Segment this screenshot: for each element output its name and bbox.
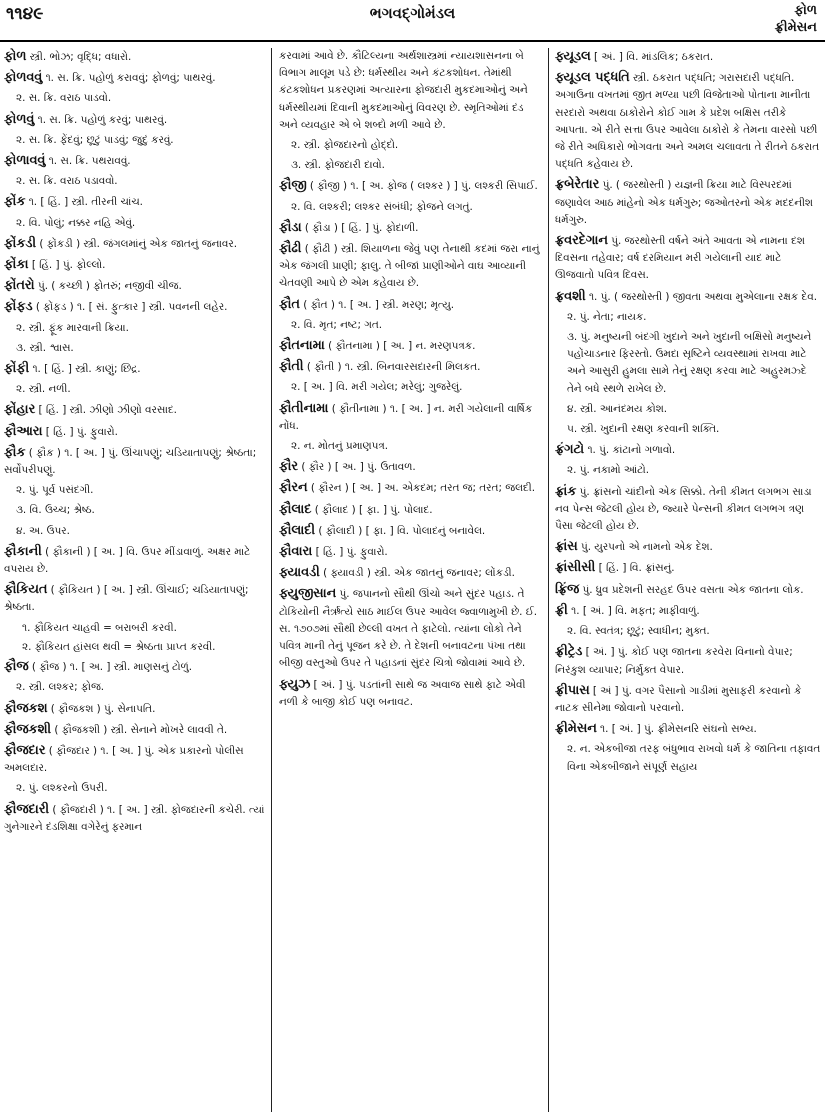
dictionary-entry xyxy=(279,585,543,672)
entry-sense: ૩. સ્ત્રી. શ્વાસ. xyxy=(16,341,74,354)
column-1 xyxy=(4,48,266,1112)
dictionary-entry xyxy=(279,296,543,314)
definition: પું. ફ્રાંસનો ચાંદીનો એક સિક્કો. તેની કીમત લગભગ સાડા નવ પેન્સ જેટલી હોય છે, જ્યારે પેન્સની કીમત લગભગ ત્રણ પૈસા જેટલી હોય છે. xyxy=(555,485,812,533)
definition: ( ફૌતનામા ) [ અ. ] ન. મરણપત્રક. xyxy=(328,340,476,353)
entry-sense: ૧. ફૌકિયત ચાહવી = બરાબરી કરવી. xyxy=(22,621,177,634)
dictionary-entry xyxy=(555,176,821,229)
entry-sense: ૨. પું. પૂર્વ પસંદગી. xyxy=(16,484,94,497)
entry-sense: ૨. ન. એકબીજા તરફ બંધુભાવ રાખવો ધર્મ કે જાતિના તફાવત વિના એકબીજાને સંપૂર્ણ સહાય xyxy=(567,743,821,773)
book-title: ભગવદ્ગોમંડલ xyxy=(369,4,456,22)
definition: [ હિં. ] પું. ફુવારો. xyxy=(45,425,118,438)
headword: ફૌજ xyxy=(4,659,29,675)
dictionary-entry xyxy=(4,298,266,316)
page-number: ૧૧૪૯ xyxy=(6,4,44,24)
headword: ફૌતીનામા xyxy=(279,400,329,416)
definition: ( ફૌઢી ) સ્ત્રી. શિયાળના જેવું પણ તેનાથી કદમાં જરા નાનું એક જંગલી પ્રાણી; ફાલુ. તે બીજાં પ્રાણીઓને વાઘ આવ્યાની ચેતવણી આપે છે એમ કહેવાય છે. xyxy=(279,243,540,290)
dictionary-entry xyxy=(279,358,543,376)
definition: સ્ત્રી. ઠકરાત પદ્ધતિ; ગરાસદારી પદ્ધતિ. અગાઉના વખતમાં જીત મળ્યા પછી વિજેતાઓ પોતાના માનીતા સરદારો અથવા ઠાકોરોને કોઈ ગામ કે પ્રદેશ બક્ષિસ તરીકે આપતા. એ રીતે સત્તા ઉપર આવેલા ઠાકોરો કે તેમના વારસો પછી જે રીતે અધિકારો ભોગવતા અને અમલ ચલાવતા તે રીતને ઠકરાત પદ્ધતિ કહેવાય છે. xyxy=(555,72,820,171)
definition: ( ફૌજી ) ૧. [ અ. ફોજ ( લશ્કર ) ] પું. લશ્કરી સિપાઈ. xyxy=(309,180,538,193)
definition: ૧. [ અં. ] પું. ફ્રીમેસનરિ સંઘનો સભ્ય. xyxy=(600,723,757,736)
dictionary-entry xyxy=(279,177,543,195)
headword: ફોંક xyxy=(4,194,26,210)
definition: ( ફૌર ) [ અ. ] પું. ઉતાવળ. xyxy=(301,461,416,474)
headword: ફૌજી xyxy=(279,178,307,194)
continued-text: કરવામાં આવે છે. કૌટિલ્યના અર્થશાસ્ત્રમાં ન્યાયશાસનના બે વિભાગ માલૂમ પડે છે: ધર્મસ્થીય અને કંટકશોધન. તેમાંથી કંટકશોધન પ્રકરણમાં અત્યારના ફોજદારી મુકદમાઓનું અને ધર્મસ્થીયમાં દિવાની મુકદમાઓનું વિવરણ છે. સ્મૃતિઓમાં દંડ અને વ્યવહાર એ બે શબ્દો મળી આવે છે. xyxy=(279,50,528,131)
definition: ( ફ્યાવડી ) સ્ત્રી. એક જાતનું જનાવર; લોંકડી. xyxy=(323,567,515,580)
headword: ફ્રાંસ xyxy=(555,539,578,555)
definition: ( ફૌજદાર ) ૧. [ અ. ] પું. એક પ્રકારનો પોલીસ અમલદાર. xyxy=(4,744,244,775)
definition: [ હિં. ] પું. ફુવારો. xyxy=(315,546,388,559)
dictionary-entry xyxy=(555,538,821,556)
definition: પું. ધ્રુવ પ્રદેશની સરહદ ઉપર વસતા એક જાતના લોક. xyxy=(582,583,804,596)
dictionary-entry xyxy=(4,69,266,87)
headword: ફ્રબેરેતાર xyxy=(555,177,600,193)
definition: ( ફૌડા ) [ હિં. ] પું. ફોદાળી. xyxy=(304,221,419,234)
dictionary-entry xyxy=(279,522,543,540)
headword: ફૌરન xyxy=(279,480,308,496)
headword: ફૌકિયત xyxy=(4,582,48,598)
headword: ફૌજદારી xyxy=(4,801,50,817)
definition: ( ફૌરન ) [ અ. ] અ. એકદમ; તરત જ; તરત; જલદી. xyxy=(310,482,536,495)
headword: ફ્યૂડલ xyxy=(555,49,591,64)
definition: પું. યુરપનો એ નામનો એક દેશ. xyxy=(580,541,713,554)
entry-sense: ૪. સ્ત્રી. આનંદમય કોશ. xyxy=(567,402,668,415)
headword: ફૌલાદ xyxy=(279,501,312,517)
dictionary-entry xyxy=(4,423,266,441)
entry-sense: ૪. અ. ઉપર. xyxy=(16,524,70,537)
definition: ( ફૌજદારી ) ૧. [ અ. ] સ્ત્રી. ફોજદારની કચેરી. ત્યાં ગુનેગારને દંડશિક્ષા વગેરેનું ફરમાન xyxy=(4,803,265,833)
column-divider xyxy=(271,48,272,1112)
dictionary-entry xyxy=(555,483,821,536)
headword: ફૌજકશ xyxy=(4,700,48,716)
entry-sense: ૨. પું. લશ્કરનો ઉપરી. xyxy=(16,782,108,795)
entry-sense: ૨. સ્ત્રી. લશ્કર; ફોજ. xyxy=(16,681,105,694)
definition: ૧. [ હિં. ] સ્ત્રી. કાણું; છિદ્ર. xyxy=(32,363,141,376)
entry-sense: ૨. પું. નેતા; નાયક. xyxy=(567,310,647,323)
definition: પું. જપાનનો સૌથી ઊંચો અને સુંદર પહાડ. તે ટોકિયોની નૈર્ઋત્યે સાઠ માઈલ ઉપર આવેલ જ્વાળામુખી છે. ઈ. સ. ૧૭૦૭માં સૌથી છેલ્લી વખત તે ફાટેલો. ત્યાંના લોકો તેને પવિત્ર માની તેનું પૂજન કરે છે. તે દેશની બનાવટના પંખા તથા બીજી વસ્તુઓ ઉપર તે પહાડનાં સુંદર ચિત્રો જોવામાં આવે છે. xyxy=(279,588,538,670)
dictionary-entry xyxy=(4,256,266,274)
dictionary-entry xyxy=(4,700,266,718)
dictionary-entry xyxy=(4,444,266,479)
dictionary-entry xyxy=(4,401,266,419)
headword: ફોંકડી xyxy=(4,235,37,251)
column-3 xyxy=(555,48,821,1112)
headword: ફૌત xyxy=(279,296,300,312)
dictionary-entry xyxy=(279,676,543,711)
entry-sense: ૨. વિ. લશ્કરી; લશ્કર સંબંધી; ફોજને લગતું. xyxy=(291,200,473,213)
headword: ફોંહાર xyxy=(4,402,36,418)
definition: પું. જરથોસ્તી વર્ષને અંતે આવતા એ નામના દશ દિવસના તહેવાર; વર્ષ દરમિયાન મરી ગયેલાની યાદ માટે ઊજવાતો પવિત્ર દિવસ. xyxy=(555,235,805,282)
entry-sense: ૨. [ અ. ] વિ. મરી ગયેલ; મરેલું; ગુજરેલું. xyxy=(291,381,463,394)
definition: ( ફૌક઼ ) ૧. [ અ. ] પું. ઊંચાપણું; ચડિયાતાપણું; શ્રેષ્ઠતા; સર્વોપરીપણું. xyxy=(4,446,257,477)
definition: ( ફૌલાદી ) [ ફા. ] વિ. પોલાદનું બનાવેલ. xyxy=(318,524,486,537)
definition: ૧. સ. ક્રિ. પહોળું કરાવવું; ફોળવું; પાથરવું. xyxy=(45,72,216,85)
dictionary-entry xyxy=(4,658,266,676)
guide-word-last: ફ્રીમેસન xyxy=(774,20,817,35)
definition: સ્ત્રી. ભોઝ; વૃદ્ધિ; વધારો. xyxy=(29,51,132,63)
dictionary-entry xyxy=(555,602,821,620)
dictionary-entry xyxy=(4,111,266,129)
headword: ફ્રવશી xyxy=(555,288,586,304)
page-header xyxy=(0,0,825,40)
definition: ( ફૌતીનામા ) ૧. [ અ. ] ન. મરી ગયેલાની વાર્ષિક નોંધ. xyxy=(279,402,533,432)
dictionary-entry xyxy=(279,240,543,293)
headword: ફ્યૂડલ પદ્ધતિ xyxy=(555,70,630,86)
entry-sense: ૨. સ. ક્રિ. ફેંદવું; છૂટું પાડવું; જુદું કરવું. xyxy=(16,133,174,146)
column-2 xyxy=(279,48,543,1112)
definition: ૧. સ. ક્રિ. પહોળું કરવું; પાથરવું. xyxy=(37,113,168,126)
headword: ફૌજદાર xyxy=(4,742,46,758)
entry-sense: ૨. સ. ક્રિ. વરાઠ પડાવવો. xyxy=(16,175,118,188)
entry-sense: ૩. સ્ત્રી. ફોજદારી દાવો. xyxy=(291,159,385,172)
dictionary-entry xyxy=(4,235,266,253)
headword: ફોળવું xyxy=(4,111,35,127)
headword: ફ્યુઝ xyxy=(279,676,311,692)
headword: ફૌર xyxy=(279,459,299,475)
entry-sense: ૨. ફૌકિયત હાંસલ થવી = શ્રેષ્ઠતા પ્રાપ્ત કરવી. xyxy=(22,640,216,653)
definition: પું. ( કચ્છી ) ફોતરું; નજીવી ચીજ. xyxy=(37,280,182,293)
entry-sense: ૨. વિ. પોલું; નક્કર નહિ એવું. xyxy=(16,216,136,229)
dictionary-entry xyxy=(555,581,821,599)
headword: ફૌજકશી xyxy=(4,721,52,737)
entry-sense: ૩. વિ. ઉચ્ચ; શ્રેષ્ઠ. xyxy=(16,504,95,517)
definition: ( ફૌજ ) ૧. [ અ. ] સ્ત્રી. માણસનું ટોળું. xyxy=(31,661,193,674)
dictionary-entry xyxy=(279,337,543,355)
dictionary-entry xyxy=(4,742,266,777)
headword: ફોળ xyxy=(4,49,27,64)
dictionary-entry xyxy=(555,288,821,306)
headword: ફોળાવવું xyxy=(4,153,46,169)
dictionary-entry xyxy=(4,193,266,211)
headword: ફૌઆરા xyxy=(4,423,43,439)
headword: ફ્રીમેસન xyxy=(555,721,597,737)
entry-sense: ૨. ન. મોતનું પ્રમાણપત્ર. xyxy=(291,440,389,453)
headword: ફ્રવરદેગાન xyxy=(555,233,608,249)
definition: ૧. પું. ( જરથોસ્તી ) જીવતા અથવા મુએલાના રક્ષક દેવ. xyxy=(588,290,818,303)
guide-word-first: ફોળ xyxy=(794,3,817,18)
headword: ફૌતી xyxy=(279,359,304,375)
dictionary-entry xyxy=(555,69,821,173)
entry-sense: ૨. વિ. સ્વતંત્ર; છૂટું; સ્વાધીન; મુક્ત. xyxy=(567,625,710,638)
definition: ૧. [ અં. ] વિ. મફત; માફીવાળું. xyxy=(571,604,700,617)
definition: [ અં. ] પું. પડતાંની સાથે જ અવાજ સાથે ફાટે એવી નળી કે બાજી કોઈ પણ બનાવટ. xyxy=(279,678,526,708)
definition: ( ફૌકિયત ) [ અ. ] સ્ત્રી. ઊંચાઈ; ચડિયાતાપણું; શ્રેષ્ઠતા. xyxy=(4,584,249,614)
definition: ( ફોંકડી ) સ્ત્રી. જંગલમાંનું એક જાતનું જનાવર. xyxy=(39,237,238,250)
dictionary-entry xyxy=(4,360,266,378)
headword: ફ્રાંસીસી xyxy=(555,560,596,576)
definition: ( ફૌકાની ) [ અ. ] વિ. ઉપર મીંડાવાળું. અક્ષર માટે વપરાય છે. xyxy=(4,545,251,576)
dictionary-entry xyxy=(4,721,266,739)
guide-words xyxy=(775,2,817,36)
dictionary-entry xyxy=(4,277,266,295)
definition: [ હિં. ] સ્ત્રી. ઝીણો ઝીણો વરસાદ. xyxy=(38,404,177,417)
entry-sense: ૨. સ. ક્રિ. વરાઠ પાડવો. xyxy=(16,92,112,105)
headword: ફોંતરો xyxy=(4,278,35,294)
headword: ફ્રીપાસ xyxy=(555,682,590,698)
entry-sense: ૨. સ્ત્રી. નળી. xyxy=(16,383,71,396)
column-divider xyxy=(548,48,549,1112)
dictionary-entry xyxy=(279,400,543,435)
entry-sense: ૨. વિ. મૃત; નષ્ટ; ગત. xyxy=(291,318,383,331)
entry-sense: ૩. પું. મનુષ્યની બંદગી ખુદાને અને ખુદાની બક્ષિસો મનુષ્યને પહોંચાડનાર ફિરસ્તો. ઉમદા સૃષ્ટિને વ્યવસ્થામાં રાખવા માટે અને આસુરી હુમલા સામે તેનું રક્ષણ કરવા માટે અહુરમઝ્દે તેને બધે સ્થળે રાખેલ છે. xyxy=(567,331,812,395)
dictionary-entry xyxy=(555,48,821,66)
dictionary-entry xyxy=(555,232,821,285)
dictionary-entry xyxy=(279,458,543,476)
dictionary-entry xyxy=(4,48,266,66)
definition: ( ફૌત ) ૧. [ અ. ] સ્ત્રી. મરણ; મૃત્યુ. xyxy=(303,298,455,311)
dictionary-entry xyxy=(555,643,821,678)
dictionary-entry xyxy=(4,581,266,616)
headword: ફૌઢી xyxy=(279,241,302,257)
headword: ફૌકાની xyxy=(4,543,42,559)
entry-sense: ૫. સ્ત્રી. ખુદાની રક્ષણ કરવાની શક્તિ. xyxy=(567,423,720,436)
definition: પું. ( જરથોસ્તી ) યજ્ઞની ક્રિયા માટે વિસ્પરદમાં જણાવેલ આઠ માંહેનો એક ધર્મગુરુ; જઓતરનો એક મદદનીશ ધર્મગુરુ. xyxy=(555,179,813,226)
dictionary-entry xyxy=(279,479,543,497)
entry-sense: ૨. પું. નકામો આંટો. xyxy=(567,464,650,477)
headword: ફોંકા xyxy=(4,257,29,273)
definition: ( ફૌતી ) ૧. સ્ત્રી. બિનવારસદારની મિલકત. xyxy=(306,361,481,374)
definition: ( ફોંફડ ) ૧. [ સં. ફુત્કાર ] સ્ત્રી. પવનની લહેર. xyxy=(35,301,228,314)
definition: ( ફૌલાદ ) [ ફા. ] પું. પોલાદ. xyxy=(314,503,433,516)
definition: [ હિં. ] વિ. ફ્રાંસનું. xyxy=(598,562,675,575)
dictionary-entry xyxy=(555,720,821,738)
definition: [ હિં. ] પું. ફોલ્લો. xyxy=(31,259,106,272)
dictionary-entry xyxy=(279,564,543,582)
headword: ફ્યુજીસાન xyxy=(279,586,337,602)
dictionary-entry xyxy=(555,682,821,717)
headword: ફૌવારા xyxy=(279,544,313,560)
dictionary-entry xyxy=(555,559,821,577)
entry-sense: ૨. સ્ત્રી. ફૂંક મારવાની ક્રિયા. xyxy=(16,321,129,334)
headword: ફૌલાદી xyxy=(279,522,316,538)
headword: ફ્યાવડી xyxy=(279,565,320,581)
dictionary-entry xyxy=(4,543,266,578)
dictionary-entry xyxy=(279,501,543,519)
dictionary-entry xyxy=(555,441,821,459)
headword: ફૌડા xyxy=(279,219,302,235)
definition: [ અં ] પું. વગર પૈસાનો ગાડીમાં મુસાફરી કરવાનો કે નાટક સીનેમા જોવાનો પરવાનો. xyxy=(555,684,802,714)
entry-sense: ૨. સ્ત્રી. ફોજદારનો હોદ્દો. xyxy=(291,139,399,152)
dictionary-entry xyxy=(279,219,543,237)
definition: [ અં. ] પું. કોઈ પણ જાતના કરવેરા વિનાનો વેપાર; નિરંકુશ વ્યાપાર; નિર્મુક્ત વેપાર. xyxy=(555,646,793,676)
header-rule xyxy=(0,40,825,42)
definition: [ અં. ] વિ. માંડલિક; ઠકરાત. xyxy=(594,51,714,63)
definition: ( ફૌજકશ ) પું. સેનાપતિ. xyxy=(50,702,156,715)
headword: ફૌક xyxy=(4,444,26,460)
headword: ફ્રિંજ xyxy=(555,581,580,597)
headword: ફ્રી xyxy=(555,602,568,618)
definition: ૧. [ હિં. ] સ્ત્રી. તીરની ચાંચ. xyxy=(28,196,143,209)
dictionary-entry xyxy=(4,801,266,836)
headword: ફૌતનામા xyxy=(279,338,325,354)
headword: ફોંફી xyxy=(4,361,30,377)
dictionary-entry xyxy=(4,152,266,170)
headword: ફોળવવું xyxy=(4,70,43,86)
definition: ૧. સ. ક્રિ. પથરાવવું. xyxy=(48,155,131,168)
definition: ૧. પું. કાંટાનો ગળાવો. xyxy=(587,444,676,457)
definition: ( ફૌજકશી ) સ્ત્રી. સેનાને મોખરે લાવવી તે. xyxy=(54,723,228,736)
headword: ફ્રાંક xyxy=(555,483,577,499)
headword: ફ્રંગટો xyxy=(555,442,585,458)
headword: ફ્રીટ્રેડ xyxy=(555,644,583,660)
headword: ફોંફડ xyxy=(4,299,33,315)
dictionary-entry xyxy=(279,543,543,561)
